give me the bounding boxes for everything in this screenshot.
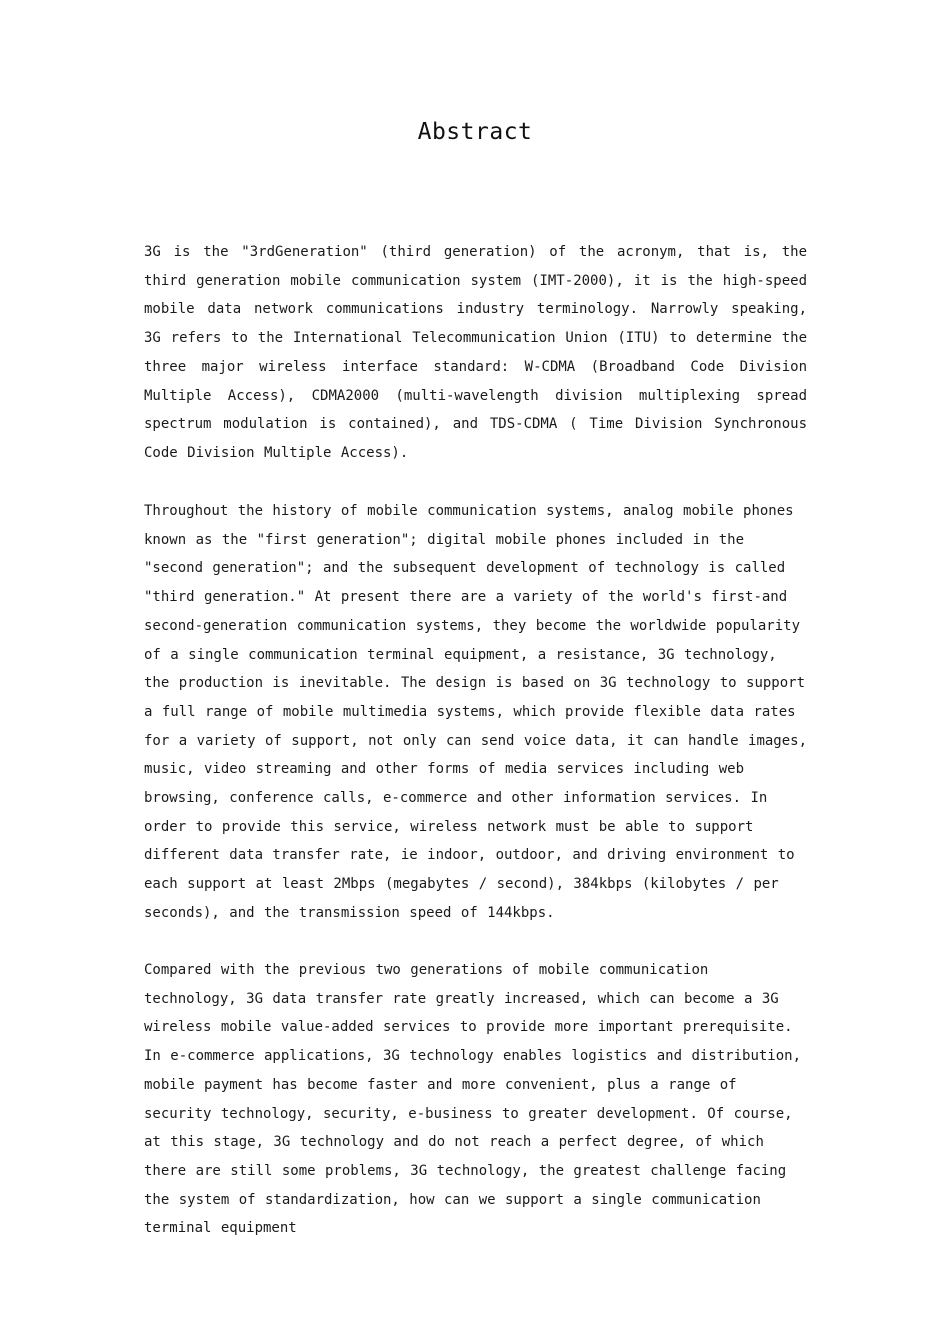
paragraph-text: 3G is the "3rdGeneration" (third generation) of the acronym, that is, the third generation mobile communication system (IMT-2000), it is the high-speed mobile data network communications industry terminology. Narrowly speaking, 3G refers to the International Telecommunication Union (ITU) to determine the three major wireless interface standard: W-CDMA (Broadband Code Division Multiple Access), CDMA2000 (multi-wavelength division multiplexing spread spectrum modulation is contained), and TDS-CDMA ( Time Division Synchronous Code Division Multiple Access).	[144, 244, 807, 461]
page-title: Abstract	[417, 119, 533, 145]
paragraph-text: Compared with the previous two generations of mobile communication technology, 3G data transfer rate greatly increased, which can become a 3G wireless mobile value-added services to provide more important prerequisite. In e-commerce applications, 3G technology enables logistics and distribution, mobile payment has become faster and more convenient, plus a range of security technology, security, e-business to greater development. Of course, at this stage, 3G technology and do not reach a perfect degree, of which there are still some problems, 3G technology, the greatest challenge facing the system of standardization, how can we support a single communication terminal equipment	[144, 962, 802, 1237]
abstract-paragraph-1	[144, 238, 807, 468]
abstract-paragraph-2	[144, 497, 807, 928]
abstract-paragraph-3	[144, 956, 807, 1243]
paragraph-text: Throughout the history of mobile communication systems, analog mobile phones known as the "first generation"; digital mobile phones included in the "second generation"; and the subsequent development of technology is called "third generation." At present there are a variety of the world's first-and second-generation communication systems, they become the worldwide popularity of a single communication terminal equipment, a resistance, 3G technology, the production is inevitable. The design is based on 3G technology to support a full range of mobile multimedia systems, which provide flexible data rates for a variety of support, not only can send voice data, it can handle images, music, video streaming and other forms of media services including web browsing, conference calls, e-commerce and other information services. In order to provide this service, wireless network must be able to support different data transfer rate, ie indoor, outdoor, and driving environment to each support at least 2Mbps (megabytes / second), 384kbps (kilobytes / per seconds), and the transmission speed of 144kbps.	[144, 503, 808, 921]
